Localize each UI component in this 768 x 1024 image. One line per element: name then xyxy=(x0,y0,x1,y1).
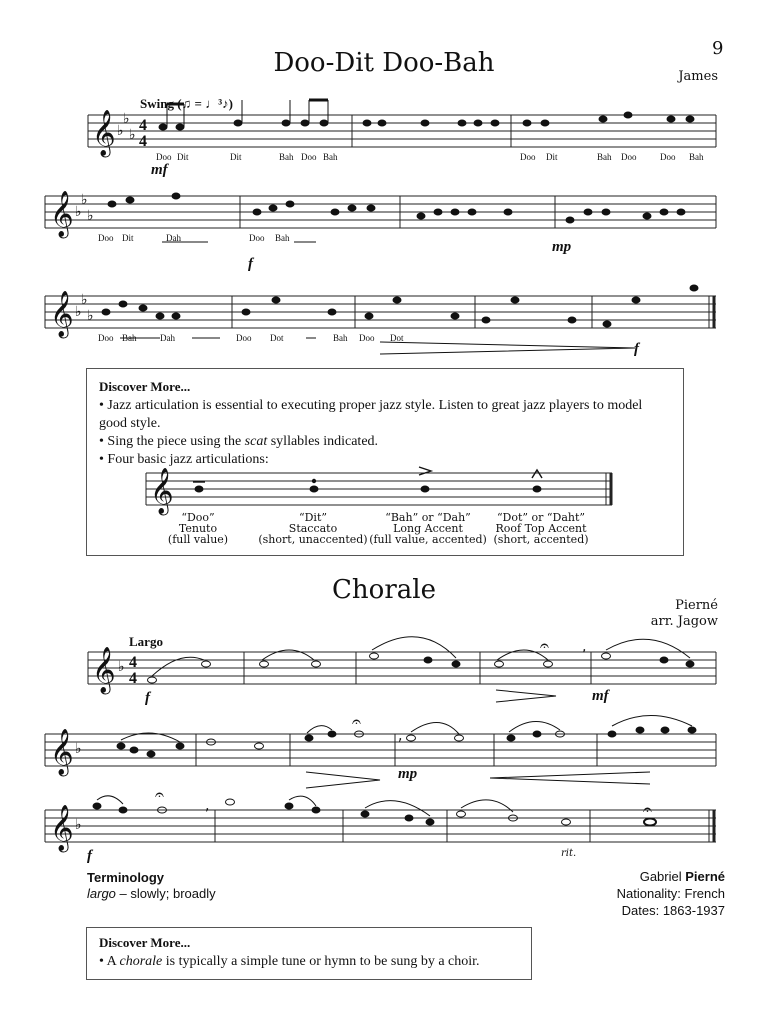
time-sig-top-1: 4 xyxy=(139,117,147,134)
discover-bullet-4 xyxy=(99,953,519,971)
lyric: Bah xyxy=(333,333,348,343)
decrescendo-hairpin-2 xyxy=(306,772,380,788)
articulation-name: Roof Top Accent xyxy=(495,522,587,535)
svg-text:♭: ♭ xyxy=(75,304,82,320)
svg-text:♭: ♭ xyxy=(129,127,136,143)
terminology-definition xyxy=(87,886,216,901)
dynamic-f-3: f xyxy=(145,690,150,706)
lyric: Dit xyxy=(546,152,558,162)
key-signature-6: ♭ xyxy=(75,817,82,833)
lyric: Dit xyxy=(177,152,189,162)
lyric: Bah xyxy=(279,152,294,162)
bio-name xyxy=(560,868,725,885)
dynamic-mp-1: mp xyxy=(552,239,572,255)
svg-text:♭: ♭ xyxy=(81,192,88,208)
fermata-2: 𝄐 xyxy=(352,712,361,731)
bio-first-name: Gabriel xyxy=(639,869,686,884)
lyric: Dot xyxy=(390,333,404,343)
composer-james: James xyxy=(678,69,718,84)
slur-10 xyxy=(612,716,692,727)
lyric: Bah xyxy=(689,152,704,162)
slur-13 xyxy=(365,801,430,816)
time-sig-bottom-2: 4 xyxy=(129,670,137,687)
composer-bio xyxy=(560,868,725,919)
lyric: Doo xyxy=(621,152,637,162)
discover-bullet-1: • Jazz articulation is essential to executing proper jazz style. Listen to great jazz players to model good style. xyxy=(99,397,671,433)
lyric: Doo xyxy=(156,152,172,162)
bullet-text: is typically a simple tune or hymn to be sung by a choir. xyxy=(162,954,480,969)
staff-line-group-3 xyxy=(45,296,716,328)
bullet-text: A xyxy=(106,954,120,969)
svg-text:♭: ♭ xyxy=(81,292,88,308)
fermata-3: 𝄐 xyxy=(155,785,164,804)
dynamic-f-2: f xyxy=(634,341,639,357)
time-sig-bottom-1: 4 xyxy=(139,133,147,150)
slur-8 xyxy=(411,722,459,734)
staff-line-group-1 xyxy=(88,115,716,147)
treble-clef-3: 𝄞 xyxy=(50,291,74,337)
treble-clef-4: 𝄞 xyxy=(150,468,174,514)
articulation-caption-long-accent xyxy=(368,512,488,545)
bio-dates: Dates: 1863-1937 xyxy=(621,903,725,918)
slur-11 xyxy=(97,796,123,804)
composer-name: Pierné xyxy=(675,598,718,613)
discover-heading-2: Discover More... xyxy=(99,935,191,950)
svg-text:♭: ♭ xyxy=(87,208,94,224)
bio-nationality: Nationality: French xyxy=(616,886,725,901)
lyric: Doo xyxy=(359,333,375,343)
discover-heading-1: Discover More... xyxy=(99,379,191,394)
term-definition: – slowly; broadly xyxy=(115,886,216,901)
treble-clef-2: 𝄞 xyxy=(50,191,74,237)
fermata-1: 𝄐 xyxy=(540,636,549,655)
lyric: Doo xyxy=(236,333,252,343)
dynamic-mf-1: mf xyxy=(151,162,168,178)
piece-title-chorale: Chorale xyxy=(332,575,436,605)
notes-staff-2 xyxy=(108,193,685,223)
key-signature-4: ♭ xyxy=(118,659,125,675)
staff-line-group-4 xyxy=(88,652,716,684)
articulation-desc: (full value) xyxy=(167,533,229,546)
articulation-syllable: “Doo” xyxy=(181,511,215,524)
term-word: largo xyxy=(87,886,116,901)
crescendo-hairpin-chorale xyxy=(490,772,650,784)
composer-pierne xyxy=(560,598,718,630)
key-signature-3 xyxy=(75,292,94,324)
lyric: Doo xyxy=(660,152,676,162)
staff-line-group-5 xyxy=(45,734,716,766)
lyric: Dah xyxy=(166,233,181,243)
fermata-4: 𝄐 xyxy=(643,800,652,819)
dynamic-mp-2: mp xyxy=(398,766,418,782)
svg-text:♭: ♭ xyxy=(123,111,130,127)
ritardando-mark: rit. xyxy=(561,848,577,859)
articulation-desc: (full value, accented) xyxy=(369,533,487,546)
lyric: Dah xyxy=(160,333,175,343)
tempo-equivalence: (♫ = ♩³♪) xyxy=(177,96,233,111)
svg-text:♭: ♭ xyxy=(117,123,124,139)
treble-clef-7: 𝄞 xyxy=(50,805,74,851)
crescendo-hairpin-1 xyxy=(380,342,635,354)
breath-mark-3: , xyxy=(205,798,210,814)
discover-list-1 xyxy=(99,397,671,469)
articulation-syllable: “Bah” or “Dah” xyxy=(385,511,471,524)
articulation-caption-tenuto xyxy=(138,512,258,545)
discover-bullet-2 xyxy=(99,433,671,451)
lyric: Bah xyxy=(323,152,338,162)
bullet-text: Sing the piece using the xyxy=(107,434,245,449)
dynamic-f-1: f xyxy=(248,256,253,272)
articulation-syllable: “Dot” or “Daht” xyxy=(496,511,586,524)
tempo-label: Swing xyxy=(140,96,174,111)
arranger-name: arr. Jagow xyxy=(650,614,718,629)
dynamic-f-4: f xyxy=(87,848,92,864)
treble-clef-6: 𝄞 xyxy=(50,729,74,775)
slur-9 xyxy=(509,721,560,732)
discover-bullet-3: • Four basic jazz articulations: xyxy=(99,451,671,469)
lyric: Bah xyxy=(597,152,612,162)
articulation-syllable: “Dit” xyxy=(298,511,327,524)
dynamic-mf-2: mf xyxy=(592,688,609,704)
terminology-heading: Terminology xyxy=(87,870,165,885)
slur-5 xyxy=(606,639,690,658)
svg-text:♭: ♭ xyxy=(87,308,94,324)
decrescendo-hairpin xyxy=(496,690,556,702)
articulation-caption-roof-top xyxy=(481,512,601,545)
bio-last-name: Pierné xyxy=(685,869,725,884)
bullet-text: syllables indicated. xyxy=(267,434,379,449)
svg-text:♭: ♭ xyxy=(75,204,82,220)
lyric: Doo xyxy=(249,233,265,243)
staff-line-group-2 xyxy=(45,196,716,228)
breath-mark-1: , xyxy=(582,639,587,655)
breath-mark-2: , xyxy=(398,728,403,744)
staff-line-group-6 xyxy=(45,810,716,842)
key-signature-1 xyxy=(117,111,136,143)
lyric: Doo xyxy=(520,152,536,162)
articulation-name: Staccato xyxy=(288,522,338,535)
bullet-emphasis: chorale xyxy=(119,954,163,969)
page-number: 9 xyxy=(712,38,724,59)
key-signature-2 xyxy=(75,192,94,224)
discover-list-2 xyxy=(99,953,519,971)
lyric: Dit xyxy=(230,152,242,162)
treble-clef-5: 𝄞 xyxy=(92,647,116,693)
piece-title-doo-dit: Doo-Dit Doo-Bah xyxy=(273,48,495,78)
lyric: Dot xyxy=(270,333,284,343)
articulation-name: Long Accent xyxy=(393,522,463,535)
lyric: Doo xyxy=(301,152,317,162)
lyric: Dit xyxy=(122,233,134,243)
treble-clef-1: 𝄞 xyxy=(92,110,116,156)
discover-more-box-2 xyxy=(86,927,532,980)
articulation-caption-staccato xyxy=(253,512,373,545)
time-sig-top-2: 4 xyxy=(129,654,137,671)
articulation-desc: (short, unaccented) xyxy=(258,533,368,546)
lyric: Bah xyxy=(275,233,290,243)
lyric: Doo xyxy=(98,233,114,243)
articulation-desc: (short, accented) xyxy=(493,533,589,546)
bullet-emphasis: scat xyxy=(244,434,268,449)
lyric: Bah xyxy=(122,333,137,343)
notes-staff-3 xyxy=(102,285,698,327)
tempo-largo: Largo xyxy=(129,634,163,649)
articulation-name: Tenuto xyxy=(178,522,218,535)
key-signature-5: ♭ xyxy=(75,741,82,757)
lyric: Doo xyxy=(98,333,114,343)
slur-3 xyxy=(372,637,456,658)
